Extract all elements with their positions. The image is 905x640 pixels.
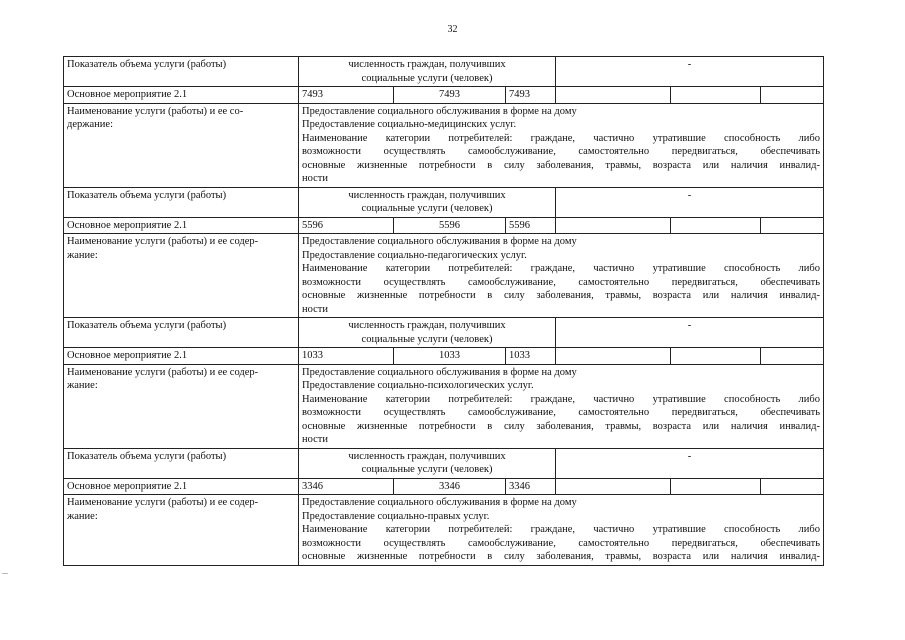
consumers-line: основные жизненные потребности в силу заболевания, травмы, возраста или наличия инвалид- bbox=[302, 159, 820, 171]
empty-cell bbox=[556, 348, 671, 365]
margin-mark bbox=[2, 573, 8, 574]
consumers-line: основные жизненные потребности в силу заболевания, травмы, возраста или наличия инвалид- bbox=[302, 551, 820, 562]
activity-label: Основное мероприятие 2.1 bbox=[64, 348, 299, 365]
value-cell: 1033 bbox=[299, 348, 394, 365]
service-row bbox=[64, 103, 824, 187]
consumers-line: Наименование категории потребителей: граждане, частично утратившие способность либо bbox=[302, 393, 820, 405]
indicator-unit-line: социальные услуги (человек) bbox=[361, 333, 493, 345]
table-body bbox=[64, 57, 824, 566]
indicator-dash: - bbox=[556, 57, 824, 87]
service-name: Предоставление социального обслуживания в форме на дому bbox=[302, 366, 577, 378]
services-table bbox=[63, 56, 824, 566]
service-label-line: Наименование услуги (работы) и ее содер- bbox=[67, 497, 259, 508]
empty-cell bbox=[671, 87, 761, 104]
empty-cell bbox=[671, 217, 761, 234]
activity-row bbox=[64, 217, 824, 234]
service-name: Предоставление социального обслуживания в форме на дому bbox=[302, 236, 577, 247]
service-label-line: Наименование услуги (работы) и ее со- bbox=[67, 105, 244, 117]
indicator-unit bbox=[299, 187, 556, 217]
consumers-line: Наименование категории потребителей: граждане, частично утратившие способность либо bbox=[302, 524, 820, 535]
value-cell: 7493 bbox=[394, 87, 506, 104]
consumers-line: основные жизненные потребности в силу заболевания, травмы, возраста или наличия инвалид- bbox=[302, 290, 820, 301]
indicator-dash: - bbox=[556, 187, 824, 217]
consumers-line: возможности осуществлять самообслуживание, самостоятельно передвигаться, обеспечивать bbox=[302, 146, 820, 157]
activity-row bbox=[64, 87, 824, 104]
service-description bbox=[299, 234, 824, 318]
value-cell: 3346 bbox=[299, 478, 394, 495]
activity-label: Основное мероприятие 2.1 bbox=[64, 87, 299, 104]
indicator-unit-line: социальные услуги (человек) bbox=[361, 72, 493, 84]
empty-cell bbox=[556, 87, 671, 104]
service-label bbox=[64, 495, 299, 566]
indicator-unit-line: социальные услуги (человек) bbox=[361, 464, 493, 475]
consumers-line: ности bbox=[302, 303, 328, 315]
service-description bbox=[299, 495, 824, 566]
service-label-line: Наименование услуги (работы) и ее содер- bbox=[67, 366, 259, 378]
value-cell: 3346 bbox=[506, 478, 556, 495]
service-content: Предоставление социально-психологических услуг. bbox=[302, 380, 534, 391]
service-label bbox=[64, 234, 299, 318]
indicator-label: Показатель объема услуги (работы) bbox=[64, 318, 299, 348]
indicator-row bbox=[64, 57, 824, 87]
indicator-row bbox=[64, 448, 824, 478]
service-content: Предоставление социально-правых услуг. bbox=[302, 510, 490, 522]
empty-cell bbox=[761, 348, 824, 365]
service-label-line: жание: bbox=[67, 249, 98, 261]
empty-cell bbox=[761, 87, 824, 104]
indicator-dash: - bbox=[556, 448, 824, 478]
indicator-unit bbox=[299, 57, 556, 87]
service-label-line: держание: bbox=[67, 119, 113, 130]
value-cell: 3346 bbox=[394, 478, 506, 495]
service-description bbox=[299, 364, 824, 448]
service-label bbox=[64, 103, 299, 187]
value-cell: 5596 bbox=[506, 217, 556, 234]
indicator-label: Показатель объема услуги (работы) bbox=[64, 57, 299, 87]
indicator-unit bbox=[299, 318, 556, 348]
value-cell: 1033 bbox=[394, 348, 506, 365]
page-number: 32 bbox=[447, 24, 458, 35]
empty-cell bbox=[761, 217, 824, 234]
service-row bbox=[64, 234, 824, 318]
service-content: Предоставление социально-педагогических услуг. bbox=[302, 249, 527, 261]
consumers-line: возможности осуществлять самообслуживание, самостоятельно передвигаться, обеспечивать bbox=[302, 407, 820, 418]
service-label bbox=[64, 364, 299, 448]
indicator-dash: - bbox=[556, 318, 824, 348]
activity-label: Основное мероприятие 2.1 bbox=[64, 478, 299, 495]
activity-label: Основное мероприятие 2.1 bbox=[64, 217, 299, 234]
service-label-line: жание: bbox=[67, 380, 98, 391]
indicator-row bbox=[64, 187, 824, 217]
service-name: Предоставление социального обслуживания в форме на дому bbox=[302, 497, 577, 508]
value-cell: 5596 bbox=[299, 217, 394, 234]
empty-cell bbox=[671, 348, 761, 365]
consumers-line: Наименование категории потребителей: граждане, частично утратившие способность либо bbox=[302, 132, 820, 144]
service-row bbox=[64, 495, 824, 566]
consumers-line: возможности осуществлять самообслуживание, самостоятельно передвигаться, обеспечивать bbox=[302, 537, 820, 549]
value-cell: 7493 bbox=[299, 87, 394, 104]
consumers-line: возможности осуществлять самообслуживание, самостоятельно передвигаться, обеспечивать bbox=[302, 276, 820, 288]
consumers-line: ности bbox=[302, 434, 328, 445]
empty-cell bbox=[556, 478, 671, 495]
indicator-unit-line: численность граждан, получивших bbox=[348, 320, 506, 331]
service-content: Предоставление социально-медицинских услуг. bbox=[302, 119, 517, 130]
value-cell: 1033 bbox=[506, 348, 556, 365]
activity-row bbox=[64, 478, 824, 495]
indicator-label: Показатель объема услуги (работы) bbox=[64, 448, 299, 478]
activity-row bbox=[64, 348, 824, 365]
indicator-row bbox=[64, 318, 824, 348]
service-name: Предоставление социального обслуживания в форме на дому bbox=[302, 105, 577, 117]
service-label-line: жание: bbox=[67, 510, 98, 522]
service-label-line: Наименование услуги (работы) и ее содер- bbox=[67, 236, 259, 247]
indicator-unit-line: социальные услуги (человек) bbox=[361, 203, 493, 214]
consumers-line: ности bbox=[302, 173, 328, 184]
indicator-unit bbox=[299, 448, 556, 478]
indicator-unit-line: численность граждан, получивших bbox=[348, 450, 506, 462]
value-cell: 5596 bbox=[394, 217, 506, 234]
service-description bbox=[299, 103, 824, 187]
service-row bbox=[64, 364, 824, 448]
empty-cell bbox=[671, 478, 761, 495]
consumers-line: основные жизненные потребности в силу заболевания, травмы, возраста или наличия инвалид- bbox=[302, 420, 820, 432]
indicator-unit-line: численность граждан, получивших bbox=[348, 189, 506, 201]
indicator-label: Показатель объема услуги (работы) bbox=[64, 187, 299, 217]
empty-cell bbox=[556, 217, 671, 234]
indicator-unit-line: численность граждан, получивших bbox=[348, 59, 506, 70]
consumers-line: Наименование категории потребителей: граждане, частично утратившие способность либо bbox=[302, 263, 820, 274]
value-cell: 7493 bbox=[506, 87, 556, 104]
empty-cell bbox=[761, 478, 824, 495]
